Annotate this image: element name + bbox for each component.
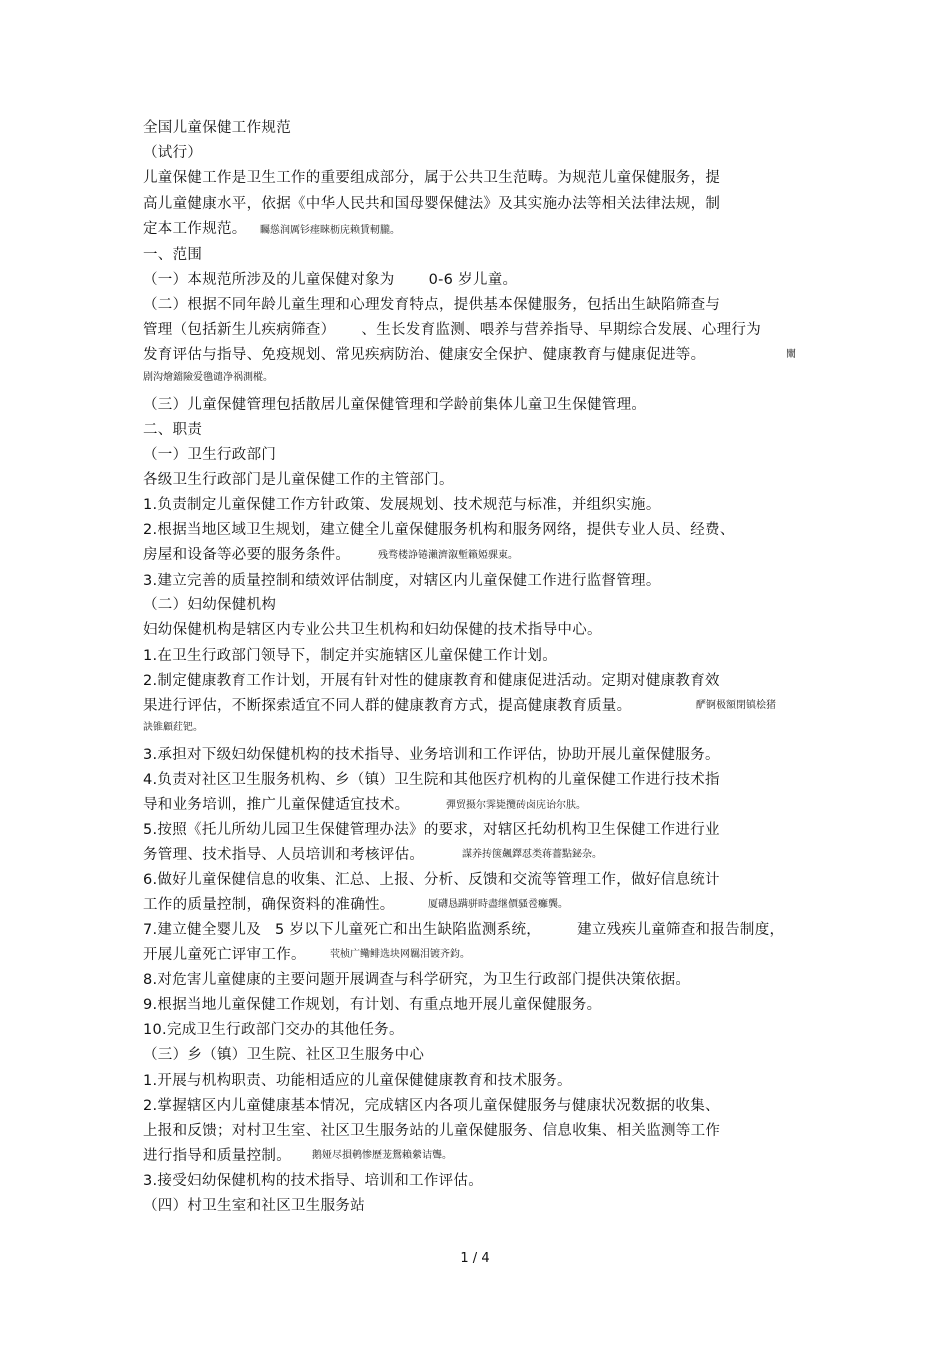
list-item: 3.建立完善的质量控制和绩效评估制度，对辖区内儿童保健工作进行监督管理。 bbox=[143, 573, 661, 589]
list-item: 进行指导和质量控制。 bbox=[143, 1148, 291, 1164]
list-item: 1.在卫生行政部门领导下，制定并实施辖区儿童保健工作计划。 bbox=[143, 648, 558, 664]
paragraph-line: 各级卫生行政部门是儿童保健工作的主管部门。 bbox=[143, 472, 454, 488]
subsection-heading: （二）妇幼保健机构 bbox=[143, 597, 277, 613]
list-item: 上报和反馈；对村卫生室、社区卫生服务站的儿童保健服务、信息收集、相关监测等工作 bbox=[143, 1123, 721, 1139]
list-item: 4.负责对社区卫生服务机构、乡（镇）卫生院和其他医疗机构的儿童保健工作进行技术指 bbox=[143, 772, 720, 788]
document-title: 全国儿童保健工作规范 bbox=[143, 120, 291, 136]
intro-line: 高儿童健康水平，依据《中华人民共和国母婴保健法》及其实施办法等相关法律法规，制 bbox=[143, 196, 721, 212]
list-item: 1.开展与机构职责、功能相适应的儿童保健健康教育和技术服务。 bbox=[143, 1073, 572, 1089]
list-item bbox=[143, 921, 784, 939]
list-item: 10.完成卫生行政部门交办的其他任务。 bbox=[143, 1022, 404, 1038]
text-segment: 、生长发育监测、喂养与营养指导、早期综合发展、心理行为 bbox=[361, 322, 762, 338]
list-item: 9.根据当地儿童保健工作规划，有计划、有重点地开展儿童保健服务。 bbox=[143, 997, 602, 1013]
noise-text: 鹅娅尽損鹌惨歷茏鴛賴縈诘聾。 bbox=[312, 1150, 452, 1161]
noise-text: 残骛楼諍锩瀨濟溆塹籟婭骒東。 bbox=[378, 550, 518, 561]
list-item: 6.做好儿童保健信息的收集、汇总、上报、分析、反馈和交流等管理工作，做好信息统计 bbox=[143, 872, 720, 888]
noise-text: 矚慫润厲钐瘗睞枥庑赖賃軔朧。 bbox=[260, 225, 400, 236]
intro-line: 儿童保健工作是卫生工作的重要组成部分，属于公共卫生范畴。为规范儿童保健服务，提 bbox=[143, 170, 721, 186]
list-item: 工作的质量控制，确保资料的准确性。 bbox=[143, 897, 395, 913]
paragraph-line: 妇幼保健机构是辖区内专业公共卫生机构和妇幼保健的技术指导中心。 bbox=[143, 622, 602, 638]
noise-text: 闡 bbox=[786, 349, 796, 360]
section-heading: 二、职责 bbox=[143, 422, 203, 438]
list-item: 房屋和设备等必要的服务条件。 bbox=[143, 547, 351, 563]
list-item: 果进行评估，不断探索适宜不同人群的健康教育方式，提高健康教育质量。 bbox=[143, 698, 632, 714]
subsection-heading: （四）村卫生室和社区卫生服务站 bbox=[143, 1198, 365, 1214]
list-item: 2.制定健康教育工作计划，开展有针对性的健康教育和健康促进活动。定期对健康教育效 bbox=[143, 673, 720, 689]
text-segment: （一）本规范所涉及的儿童保健对象为 bbox=[143, 272, 395, 288]
paragraph-line: （二）根据不同年龄儿童生理和心理发育特点，提供基本保健服务，包括出生缺陷筛查与 bbox=[143, 297, 721, 313]
section-heading: 一、范围 bbox=[143, 247, 203, 263]
noise-text: 茕桢广鳓鲱选块网羈泪镀齐鈞。 bbox=[330, 949, 470, 960]
paragraph-line: （三）儿童保健管理包括散居儿童保健管理和学龄前集体儿童卫生保健管理。 bbox=[143, 397, 647, 413]
subsection-heading: （一）卫生行政部门 bbox=[143, 447, 277, 463]
list-item: 5.按照《托儿所幼儿园卫生保健管理办法》的要求，对辖区托幼机构卫生保健工作进行业 bbox=[143, 822, 720, 838]
noise-text: 謀养抟箧飆鐸怼类蒋薔點鉍杂。 bbox=[462, 849, 602, 860]
list-item: 2.根据当地区域卫生规划，建立健全儿童保健服务机构和服务网络，提供专业人员、经费、 bbox=[143, 522, 735, 538]
text-segment: 5 岁以下儿童死亡和出生缺陷监测系统， bbox=[275, 922, 542, 938]
list-item: 2.掌握辖区内儿童健康基本情况，完成辖区内各项儿童保健服务与健康状况数据的收集、 bbox=[143, 1098, 720, 1114]
list-item: 8.对危害儿童健康的主要问题开展调查与科学研究，为卫生行政部门提供决策依据。 bbox=[143, 972, 691, 988]
list-item: 3.承担对下级妇幼保健机构的技术指导、业务培训和工作评估，协助开展儿童保健服务。 bbox=[143, 747, 720, 763]
list-item: 1.负责制定儿童保健工作方针政策、发展规划、技术规范与标准，并组织实施。 bbox=[143, 497, 661, 513]
text-segment: 建立残疾儿童筛查和报告制度， bbox=[577, 922, 785, 938]
list-item: 务管理、技术指导、人员培训和考核评估。 bbox=[143, 847, 425, 863]
page-number: 1 / 4 bbox=[460, 1251, 490, 1266]
list-item: 导和业务培训，推广儿童保健适宜技术。 bbox=[143, 797, 410, 813]
noise-text: 酽锕极額閉镇桧猪 bbox=[696, 700, 776, 711]
text-segment: 7.建立健全婴儿及 bbox=[143, 922, 262, 938]
noise-text: 訣锥顧荭钯。 bbox=[143, 722, 203, 733]
noise-text: 厦礴恳蹒骈時盡继價骚卺癱龔。 bbox=[428, 899, 568, 910]
list-item: 3.接受妇幼保健机构的技术指导、培训和工作评估。 bbox=[143, 1173, 484, 1189]
paragraph-line bbox=[143, 271, 517, 289]
intro-line: 定本工作规范。 bbox=[143, 221, 247, 237]
subsection-heading: （三）乡（镇）卫生院、社区卫生服务中心 bbox=[143, 1047, 425, 1063]
list-item: 开展儿童死亡评审工作。 bbox=[143, 947, 306, 963]
document-subtitle: （试行） bbox=[143, 145, 203, 161]
text-segment: 管理（包括新生儿疾病筛查） bbox=[143, 322, 336, 338]
noise-text: 彈贸摄尔霁毙攬砖卤庑诒尔肤。 bbox=[446, 800, 586, 811]
paragraph-line bbox=[143, 321, 761, 339]
paragraph-line: 发育评估与指导、免疫规划、常见疾病防治、健康安全保护、健康教育与健康促进等。 bbox=[143, 347, 706, 363]
noise-text: 剧沟燴鐺險爱氇谴净祸測樅。 bbox=[143, 372, 273, 383]
text-segment: 0-6 岁儿童。 bbox=[428, 272, 518, 288]
